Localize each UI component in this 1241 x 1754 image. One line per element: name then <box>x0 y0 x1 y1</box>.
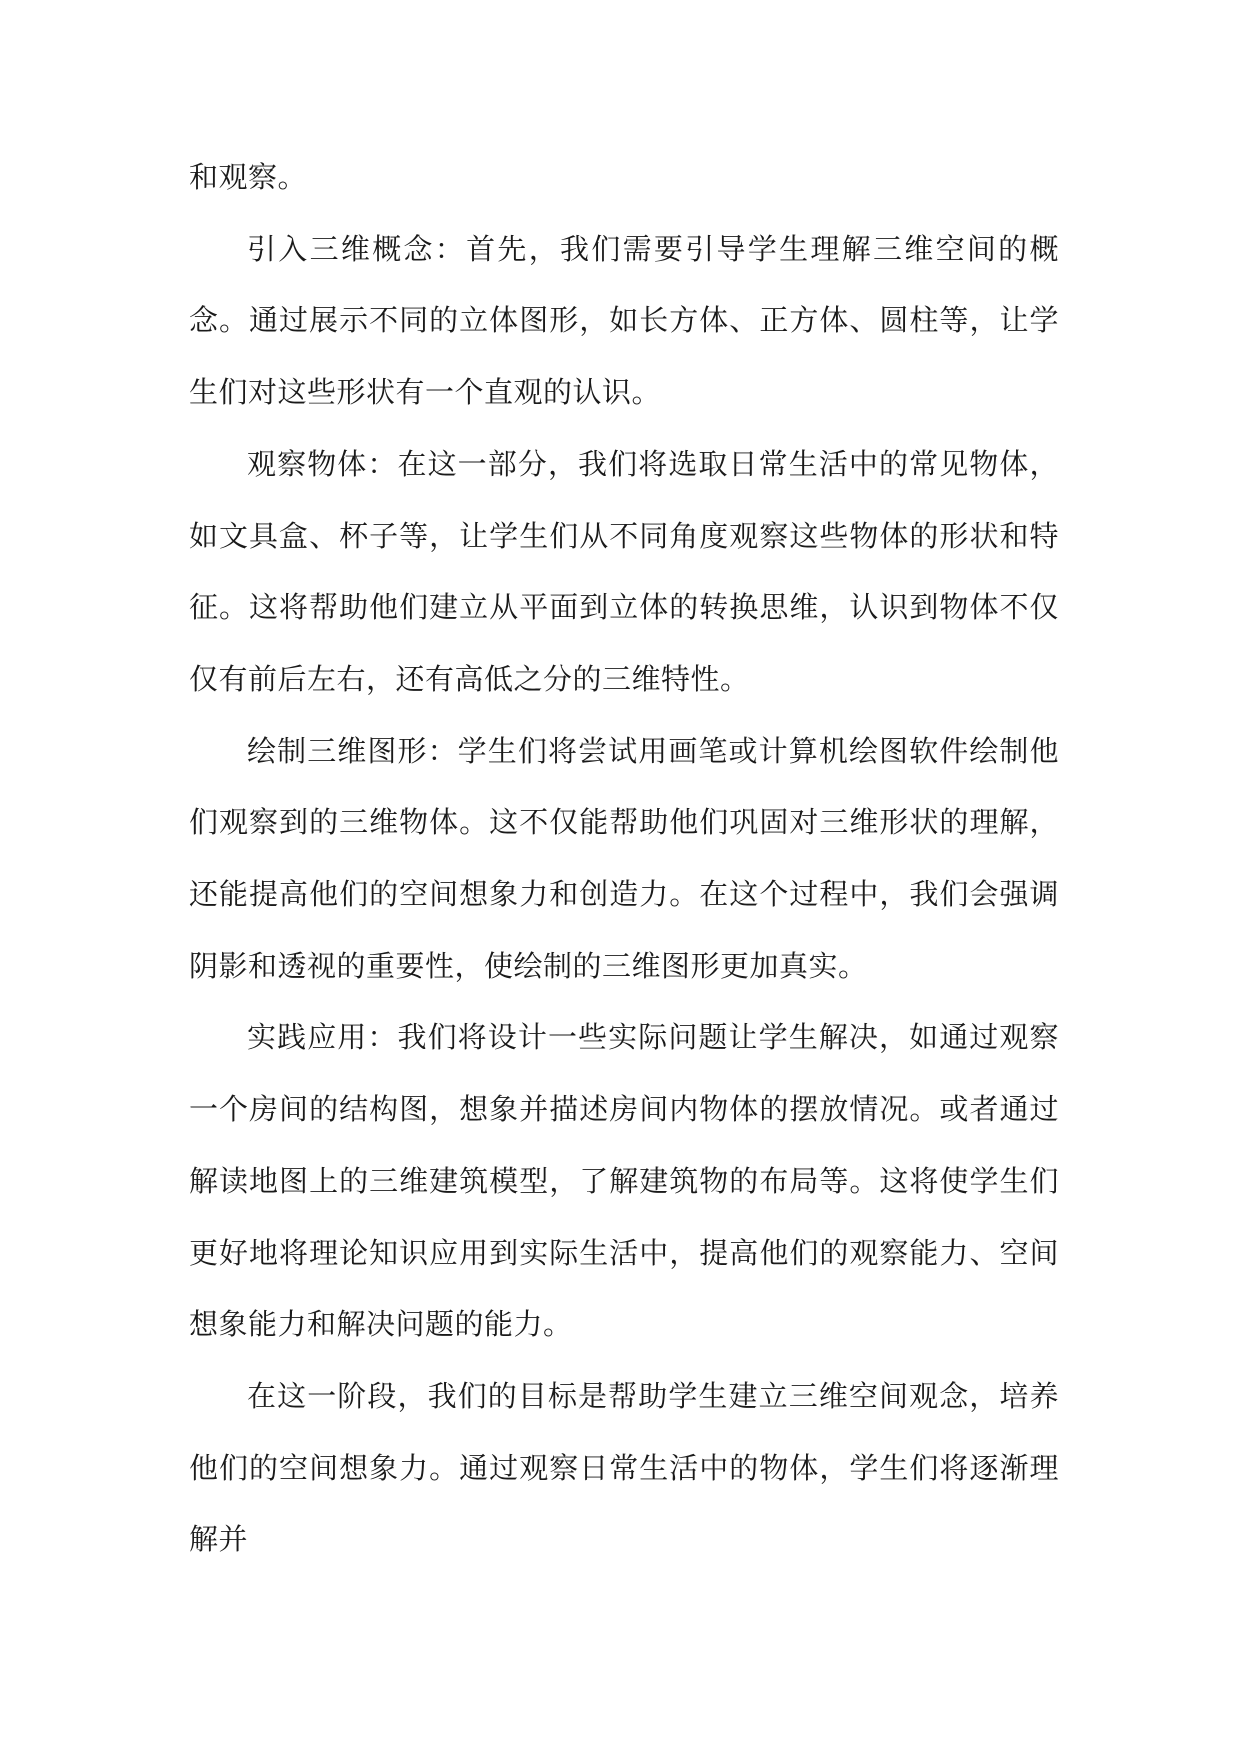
document-body <box>189 142 1059 1576</box>
paragraph-introduce-3d-concept: 引入三维概念：首先，我们需要引导学生理解三维空间的概念。通过展示不同的立体图形，如长方体、正方体、圆柱等，让学生们对这些形状有一个直观的认识。 <box>189 231 1059 410</box>
paragraph-continuation: 和观察。 <box>189 160 308 194</box>
paragraph-draw-3d-shapes: 绘制三维图形：学生们将尝试用画笔或计算机绘图软件绘制他们观察到的三维物体。这不仅能帮助他们巩固对三维形状的理解，还能提高他们的空间想象力和创造力。在这个过程中，我们会强调阴影和透视的重要性，使绘制的三维图形更加真实。 <box>189 733 1059 983</box>
paragraph-observe-objects: 观察物体：在这一部分，我们将选取日常生活中的常见物体，如文具盒、杯子等，让学生们从不同角度观察这些物体的形状和特征。这将帮助他们建立从平面到立体的转换思维，认识到物体不仅仅有前后左右，还有高低之分的三维特性。 <box>189 446 1059 696</box>
paragraph-stage-goal: 在这一阶段，我们的目标是帮助学生建立三维空间观念，培养他们的空间想象力。通过观察日常生活中的物体，学生们将逐渐理解并 <box>189 1378 1059 1557</box>
paragraph-practical-application: 实践应用：我们将设计一些实际问题让学生解决，如通过观察一个房间的结构图，想象并描述房间内物体的摆放情况。或者通过解读地图上的三维建筑模型，了解建筑物的布局等。这将使学生们更好地将理论知识应用到实际生活中，提高他们的观察能力、空间想象能力和解决问题的能力。 <box>189 1020 1059 1342</box>
